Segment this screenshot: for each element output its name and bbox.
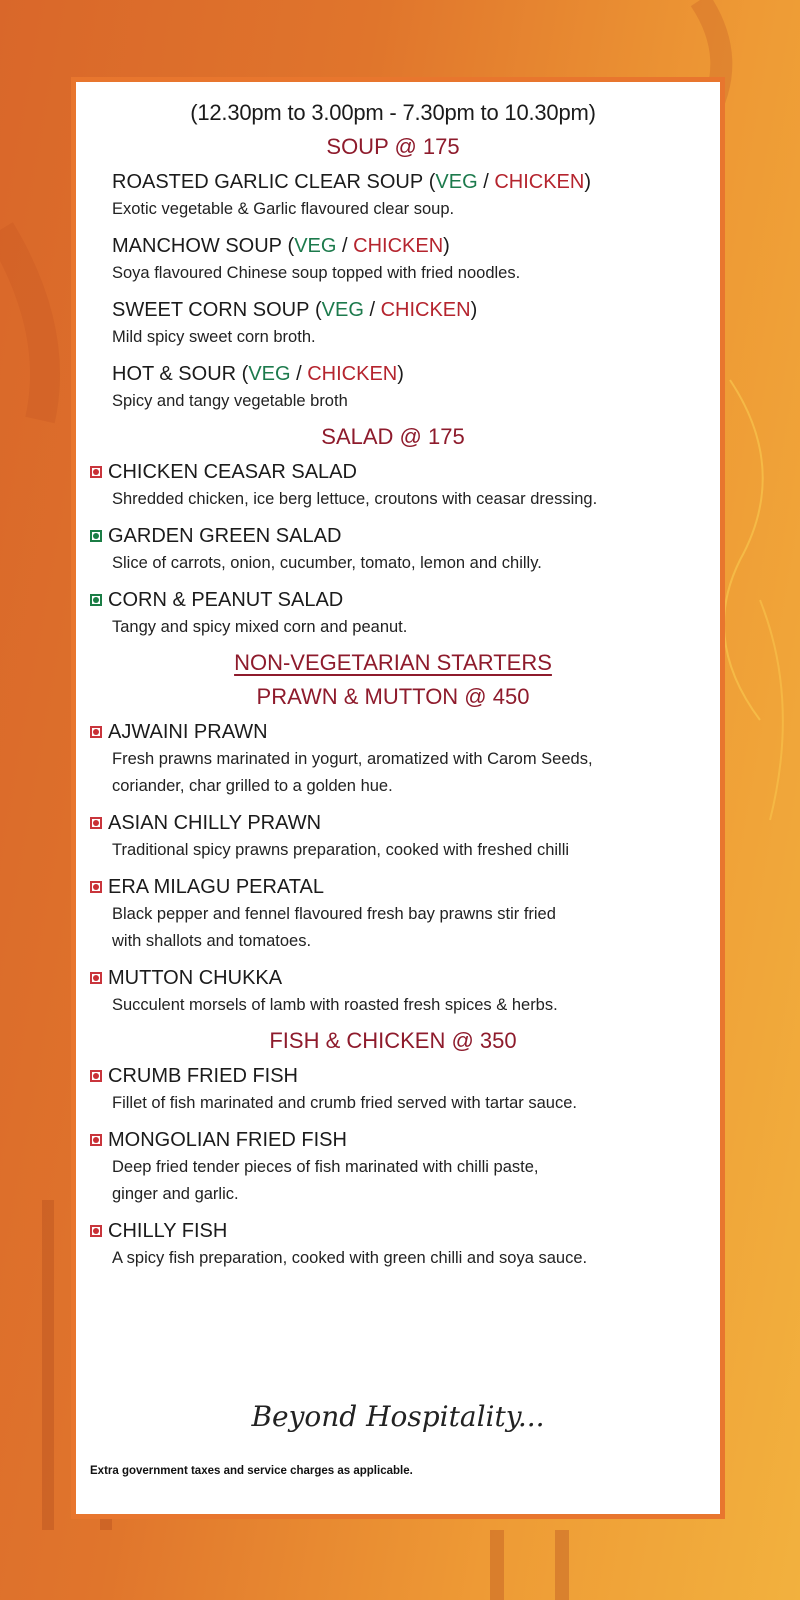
menu-item — [90, 1062, 696, 1117]
item-description: Tangy and spicy mixed corn and peanut. — [112, 618, 408, 636]
item-description: Deep fried tender pieces of fish marinated with chilli paste, — [112, 1158, 539, 1176]
menu-item — [90, 586, 696, 641]
item-name: ROASTED GARLIC CLEAR SOUP — [112, 171, 424, 193]
item-description-line2: coriander, char grilled to a golden hue. — [112, 777, 393, 795]
item-name: CHICKEN CEASAR SALAD — [108, 461, 357, 483]
item-name: MONGOLIAN FRIED FISH — [108, 1129, 347, 1151]
menu-card-body — [76, 82, 720, 1514]
item-name: GARDEN GREEN SALAD — [108, 525, 342, 547]
item-description: Fillet of fish marinated and crumb fried served with tartar sauce. — [112, 1094, 577, 1112]
service-hours: (12.30pm to 3.00pm - 7.30pm to 10.30pm) — [190, 100, 596, 125]
item-name: MANCHOW SOUP — [112, 235, 282, 257]
item-name: ASIAN CHILLY PRAWN — [108, 812, 322, 834]
menu-item: ROASTED GARLIC CLEAR SOUP ( VEG / CHICKEN ) Exotic vegetable & Garlic flavoured clear soup. — [90, 168, 696, 223]
item-description-line2: with shallots and tomatoes. — [112, 932, 312, 950]
item-name: CHILLY FISH — [108, 1220, 228, 1242]
item-description: A spicy fish preparation, cooked with green chilli and soya sauce. — [112, 1249, 588, 1267]
menu-item — [90, 964, 696, 1019]
item-description: Slice of carrots, onion, cucumber, tomato, lemon and chilly. — [112, 554, 542, 572]
nonveg-marker-icon — [90, 466, 102, 478]
nonveg-starters-heading: NON-VEGETARIAN STARTERS — [234, 650, 552, 675]
item-description: Spicy and tangy vegetable broth — [112, 392, 348, 410]
chicken-label: CHICKEN — [494, 171, 585, 193]
veg-label: VEG — [294, 235, 337, 257]
chicken-label: CHICKEN — [353, 235, 444, 257]
item-description: Fresh prawns marinated in yogurt, aromatized with Carom Seeds, — [112, 750, 593, 768]
veg-label: VEG — [321, 299, 364, 321]
tagline: Beyond Hospitality... — [251, 1400, 545, 1433]
nonveg-marker-icon — [90, 726, 102, 738]
menu-item: MANCHOW SOUP ( VEG / CHICKEN ) Soya flavoured Chinese soup topped with fried noodles. — [90, 232, 696, 287]
item-name: AJWAINI PRAWN — [108, 721, 268, 743]
prawn-mutton-section-title: PRAWN & MUTTON @ 450 — [256, 684, 530, 709]
item-description: Soya flavoured Chinese soup topped with fried noodles. — [112, 264, 521, 282]
menu-card — [71, 77, 725, 1519]
menu-item: HOT & SOUR ( VEG / CHICKEN ) Spicy and tangy vegetable broth — [90, 360, 696, 415]
menu-item — [90, 873, 696, 955]
item-name: HOT & SOUR — [112, 363, 237, 385]
item-description-line2: ginger and garlic. — [112, 1185, 239, 1203]
veg-label: VEG — [248, 363, 291, 385]
soup-section-title: SOUP @ 175 — [326, 134, 460, 159]
item-description: Exotic vegetable & Garlic flavoured clear soup. — [112, 200, 455, 218]
menu-item — [90, 1217, 696, 1272]
nonveg-marker-icon — [90, 1225, 102, 1237]
nonveg-marker-icon — [90, 1070, 102, 1082]
item-name: CRUMB FRIED FISH — [108, 1065, 298, 1087]
nonveg-marker-icon — [90, 1134, 102, 1146]
menu-item — [90, 522, 696, 577]
item-name: MUTTON CHUKKA — [108, 967, 283, 989]
item-description: Traditional spicy prawns preparation, cooked with freshed chilli — [112, 841, 570, 859]
tax-footnote: Extra government taxes and service charges as applicable. — [90, 1465, 413, 1477]
item-name: ERA MILAGU PERATAL — [108, 876, 324, 898]
salad-section-title: SALAD @ 175 — [321, 424, 465, 449]
veg-marker-icon — [90, 530, 102, 542]
item-description: Mild spicy sweet corn broth. — [112, 328, 316, 346]
item-description: Succulent morsels of lamb with roasted fresh spices & herbs. — [112, 996, 558, 1014]
nonveg-marker-icon — [90, 817, 102, 829]
item-name: SWEET CORN SOUP — [112, 299, 310, 321]
nonveg-marker-icon — [90, 881, 102, 893]
veg-label: VEG — [435, 171, 478, 193]
chicken-label: CHICKEN — [307, 363, 398, 385]
menu-item: SWEET CORN SOUP ( VEG / CHICKEN ) Mild spicy sweet corn broth. — [90, 296, 696, 351]
nonveg-marker-icon — [90, 972, 102, 984]
chicken-label: CHICKEN — [380, 299, 471, 321]
item-name: CORN & PEANUT SALAD — [108, 589, 344, 611]
veg-marker-icon — [90, 594, 102, 606]
menu-item — [90, 718, 696, 800]
menu-item — [90, 809, 696, 864]
item-description: Shredded chicken, ice berg lettuce, croutons with ceasar dressing. — [112, 490, 598, 508]
menu-item — [90, 1126, 696, 1208]
menu-item — [90, 458, 696, 513]
item-description: Black pepper and fennel flavoured fresh bay prawns stir fried — [112, 905, 556, 923]
fish-chicken-section-title: FISH & CHICKEN @ 350 — [269, 1028, 517, 1053]
